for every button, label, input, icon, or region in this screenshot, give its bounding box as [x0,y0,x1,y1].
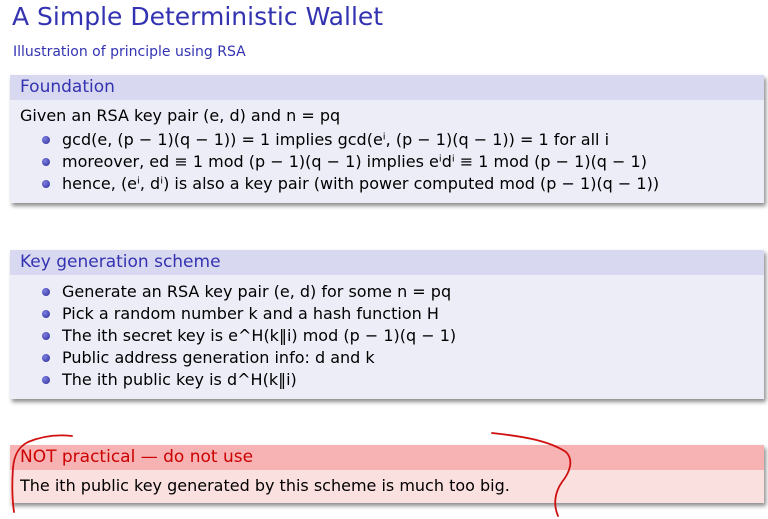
list-item-text: The ith public key is d^H(k‖i) [62,370,297,389]
list-item-text: moreover, ed ≡ 1 mod (p − 1)(q − 1) implies eⁱdⁱ ≡ 1 mod (p − 1)(q − 1) [62,152,647,171]
list-item-text: The ith secret key is e^H(k‖i) mod (p − 1)(q − 1) [62,326,457,345]
list-item-text: hence, (eⁱ, dⁱ) is also a key pair (with power computed mod (p − 1)(q − 1)) [62,174,660,193]
warning-heading: NOT practical — do not use [10,445,764,470]
slide-subtitle: Illustration of principle using RSA [13,44,246,60]
annotation-stroke-right [492,433,570,516]
list-item-text: Public address generation info: d and k [62,348,375,367]
foundation-intro: Given an RSA key pair (e, d) and n = pq [20,106,341,125]
list-item-text: gcd(e, (p − 1)(q − 1)) = 1 implies gcd(eⁱ, (p − 1)(q − 1)) = 1 for all i [62,130,610,149]
slide-title: A Simple Deterministic Wallet [12,2,384,31]
foundation-heading: Foundation [10,75,764,100]
annotation-stroke-left [12,435,72,512]
list-item-text: Generate an RSA key pair (e, d) for some n = pq [62,282,452,301]
keygen-heading: Key generation scheme [10,250,764,275]
list-item-text: Pick a random number k and a hash function H [62,304,439,323]
warning-body: The ith public key generated by this scheme is much too big. [10,470,764,503]
